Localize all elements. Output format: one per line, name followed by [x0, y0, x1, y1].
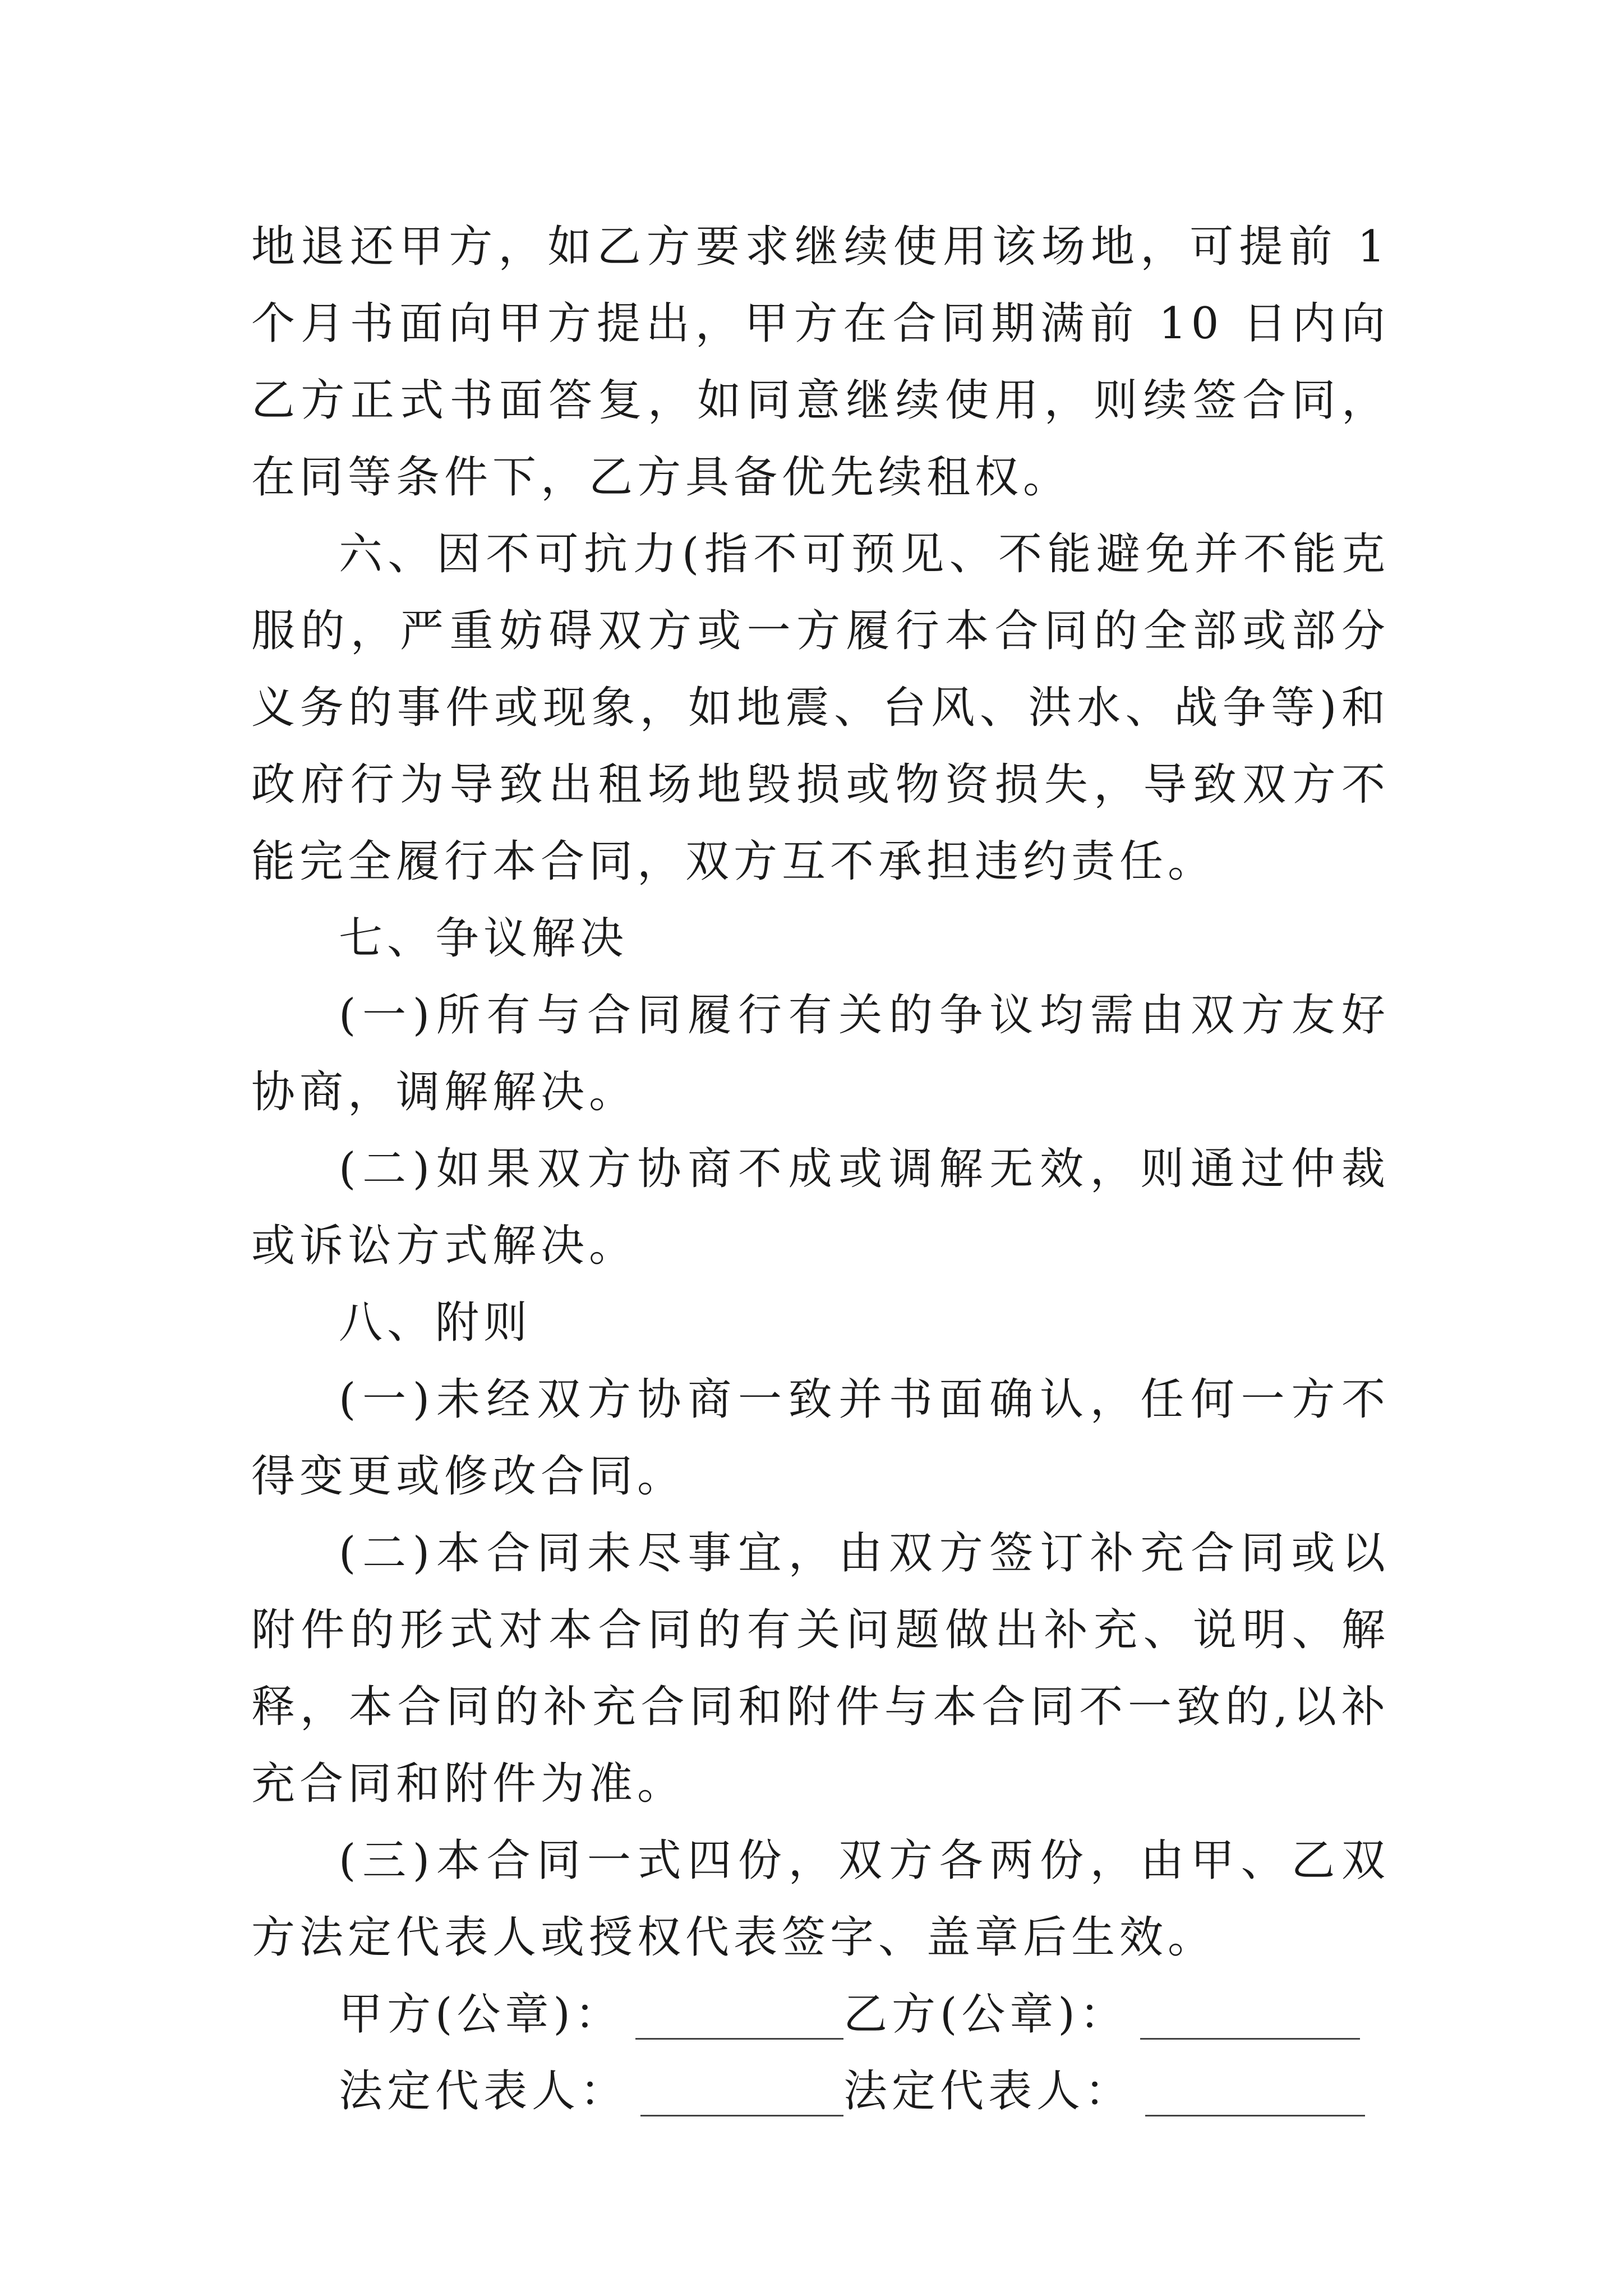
party-b-seal-label: 乙方(公章)：: [843, 1989, 1128, 2040]
paragraph-dispute-2: (二)如果双方协商不成或调解无效，则通过仲裁或诉讼方式解决。: [251, 1144, 1390, 1271]
heading-supplementary-provisions: 八、附则: [339, 1297, 532, 1348]
party-a-representative-blank: [640, 2115, 843, 2116]
party-b-seal-blank: [1140, 2038, 1360, 2040]
party-a-representative-label: 法定代表人：: [339, 2066, 629, 2116]
paragraph-dispute-1: (一)所有与合同履行有关的争议均需由双方友好协商，调解解决。: [251, 990, 1390, 1117]
paragraph-supplementary-1: (一)未经双方协商一致并书面确认，任何一方不得变更或修改合同。: [251, 1374, 1390, 1502]
heading-dispute-resolution: 七、争议解决: [339, 913, 629, 964]
paragraph-supplementary-3: (三)本合同一式四份，双方各两份，由甲、乙双方法定代表人或授权代表签字、盖章后生效。: [251, 1835, 1390, 1963]
signature-row-seal: [251, 1976, 1390, 2053]
party-b-representative-label: 法定代表人：: [843, 2066, 1133, 2116]
paragraph-supplementary-2: (二)本合同未尽事宜，由双方签订补充合同或以附件的形式对本合同的有关问题做出补充、说明、解释，本合同的补充合同和附件与本合同不一致的,以补充合同和附件为准。: [251, 1528, 1390, 1809]
paragraph-force-majeure: 六、因不可抗力(指不可预见、不能避免并不能克服的，严重妨碍双方或一方履行本合同的全部或部分义务的事件或现象，如地震、台风、洪水、战争等)和政府行为导致出租场地毁损或物资损失，导致双方不能完全履行本合同，双方互不承担违约责任。: [251, 529, 1390, 887]
signature-row-representative: [251, 2053, 1390, 2130]
party-a-seal-blank: [635, 2038, 843, 2040]
party-b-representative-blank: [1145, 2115, 1365, 2116]
paragraph-renewal: 地退还甲方，如乙方要求继续使用该场地，可提前 1 个月书面向甲方提出，甲方在合同期满前 10 日内向乙方正式书面答复，如同意继续使用，则续签合同，在同等条件下，乙方具备优先续租权。: [251, 222, 1390, 503]
contract-page: [251, 209, 1390, 2130]
party-a-seal-label: 甲方(公章)：: [339, 1989, 623, 2040]
